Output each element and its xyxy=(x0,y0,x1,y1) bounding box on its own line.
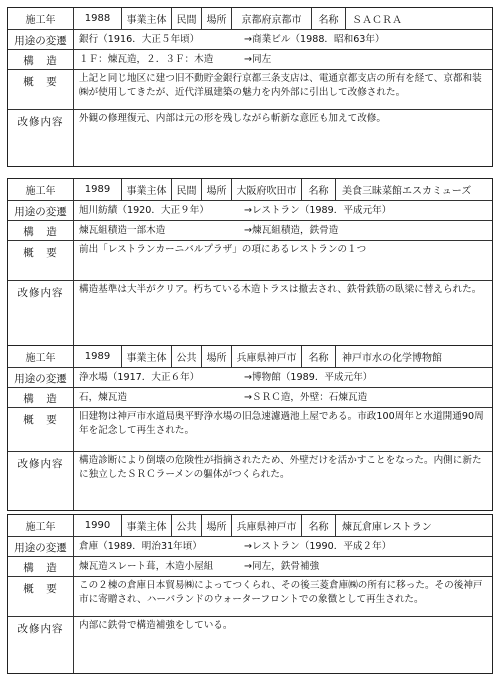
record-1 xyxy=(7,7,493,167)
name-value: 美食三昧菜館エスカミューズ xyxy=(342,186,472,197)
record-header xyxy=(8,8,492,30)
name-label: 名称 xyxy=(302,346,336,367)
use-after: →レストラン（1989．平成元年） xyxy=(244,204,392,216)
name-value: 神戸市水の化学博物館 xyxy=(342,353,442,364)
year-label: 施工年 xyxy=(8,179,74,200)
summary-label: 概 要 xyxy=(8,70,74,109)
owner-label: 事業主体 xyxy=(122,346,172,367)
record-4 xyxy=(7,514,493,674)
use-change-row xyxy=(8,30,492,50)
structure-row xyxy=(8,388,492,408)
name-value: 煉瓦倉庫レストラン xyxy=(342,522,432,533)
summary-label: 概 要 xyxy=(8,408,74,451)
owner-value: 民間 xyxy=(172,179,202,200)
use-change-row xyxy=(8,537,492,557)
record-header xyxy=(8,515,492,537)
summary-text: 上記と同じ地区に建つ旧不動貯金銀行京都三条支店は、電通京都支店の所有を経て、京都和装㈱が使用してきたが、近代洋風建築の魅力を内外部に引出して改修された。 xyxy=(79,73,482,98)
owner-value: 公共 xyxy=(172,346,202,367)
structure-row xyxy=(8,557,492,577)
use-before: 銀行（1916．大正５年頃） xyxy=(79,33,200,45)
owner-label: 事業主体 xyxy=(122,8,172,29)
use-before: 旭川紡績（1920．大正９年） xyxy=(79,204,209,216)
year-value: 1990 xyxy=(74,515,122,536)
place-value: 大阪府吹田市 xyxy=(232,179,302,200)
summary-text: この２棟の倉庫日本貿易㈱によってつくられ、その後三菱倉庫㈱の所有に移った。その後神戸市に寄贈され、ハーバランドのウォーターフロントでの象徴として再生された。 xyxy=(79,580,483,605)
use-change-label: 用途の変遷 xyxy=(8,537,74,556)
owner-value: 公共 xyxy=(172,515,202,536)
summary-row xyxy=(8,408,492,452)
record-2 xyxy=(7,178,493,346)
summary-text: 旧建物は神戸市水道局奥平野浄水場の旧急速濾過池上屋である。市政100周年と水道開通90周年を記念して再生された。 xyxy=(79,411,484,436)
renovation-row xyxy=(8,617,492,673)
year-value: 1989 xyxy=(74,346,122,367)
renovation-text: 構造診断により倒壊の危険性が指摘されたため、外壁だけを活かすことをなった。内側に新たに独立したＳＲＣラーメンの軀体がつくられた。 xyxy=(79,455,482,480)
structure-after: →煉瓦組積造，鉄骨造 xyxy=(244,224,339,236)
owner-value: 民間 xyxy=(172,8,202,29)
renovation-row xyxy=(8,110,492,166)
name-value: ＳＡＣＲＡ xyxy=(352,15,402,26)
use-change-label: 用途の変遷 xyxy=(8,368,74,387)
year-value: 1988 xyxy=(74,8,122,29)
renovation-label: 改修内容 xyxy=(8,617,74,673)
place-value: 兵庫県神戸市 xyxy=(232,346,302,367)
structure-before: 煉瓦造スレート葺，木造小屋組 xyxy=(79,560,214,572)
renovation-text: 外観の修理復元、内部は元の形を残しながら斬新な意匠も加えて改修。 xyxy=(79,113,386,124)
summary-label: 概 要 xyxy=(8,241,74,280)
structure-label: 構 造 xyxy=(8,50,74,69)
place-label: 場所 xyxy=(202,8,232,29)
place-label: 場所 xyxy=(202,179,232,200)
summary-row xyxy=(8,241,492,281)
use-change-row xyxy=(8,368,492,388)
summary-text: 前出「レストランカーニバルプラザ」の項にあるレストランの１つ xyxy=(79,244,367,255)
structure-after: →同左 xyxy=(244,53,272,65)
use-after: →博物館（1989．平成元年） xyxy=(244,371,373,383)
place-value: 兵庫県神戸市 xyxy=(232,515,302,536)
use-after: →商業ビル（1988．昭和63年） xyxy=(244,33,385,45)
record-3 xyxy=(7,345,493,511)
use-change-row xyxy=(8,201,492,221)
renovation-text: 構造基準は大半がクリア。朽ちている木造トラスは撤去され、鉄骨鉄筋の臥梁に替えられた。 xyxy=(79,284,482,295)
structure-label: 構 造 xyxy=(8,221,74,240)
use-change-label: 用途の変遷 xyxy=(8,201,74,220)
summary-label: 概 要 xyxy=(8,577,74,616)
use-before: 倉庫（1989．明治31年頃） xyxy=(79,540,202,552)
structure-after: →ＳＲＣ造，外壁：石煉瓦造 xyxy=(244,391,368,403)
renovation-text: 内部に鉄骨で構造補強をしている。 xyxy=(79,620,233,631)
structure-label: 構 造 xyxy=(8,557,74,576)
structure-before: １Ｆ：煉瓦造，２．３Ｆ：木造 xyxy=(79,53,214,65)
record-header xyxy=(8,346,492,368)
structure-before: 石，煉瓦造 xyxy=(79,391,127,403)
summary-row xyxy=(8,577,492,617)
name-label: 名称 xyxy=(302,179,336,200)
renovation-row xyxy=(8,452,492,510)
place-label: 場所 xyxy=(202,346,232,367)
owner-label: 事業主体 xyxy=(122,179,172,200)
name-label: 名称 xyxy=(312,8,346,29)
structure-label: 構 造 xyxy=(8,388,74,407)
summary-row xyxy=(8,70,492,110)
year-value: 1989 xyxy=(74,179,122,200)
renovation-label: 改修内容 xyxy=(8,110,74,166)
year-label: 施工年 xyxy=(8,8,74,29)
renovation-label: 改修内容 xyxy=(8,452,74,510)
use-change-label: 用途の変遷 xyxy=(8,30,74,49)
owner-label: 事業主体 xyxy=(122,515,172,536)
structure-before: 煉瓦組積造一部木造 xyxy=(79,224,166,236)
use-after: →レストラン（1990．平成２年） xyxy=(244,540,392,552)
place-label: 場所 xyxy=(202,515,232,536)
renovation-label: 改修内容 xyxy=(8,281,74,345)
structure-row xyxy=(8,50,492,70)
name-label: 名称 xyxy=(302,515,336,536)
record-header xyxy=(8,179,492,201)
place-value: 京都府京都市 xyxy=(232,8,312,29)
structure-after: →同左，鉄骨補強 xyxy=(244,560,320,572)
year-label: 施工年 xyxy=(8,346,74,367)
year-label: 施工年 xyxy=(8,515,74,536)
structure-row xyxy=(8,221,492,241)
use-before: 浄水場（1917．大正６年） xyxy=(79,371,200,383)
renovation-row xyxy=(8,281,492,345)
